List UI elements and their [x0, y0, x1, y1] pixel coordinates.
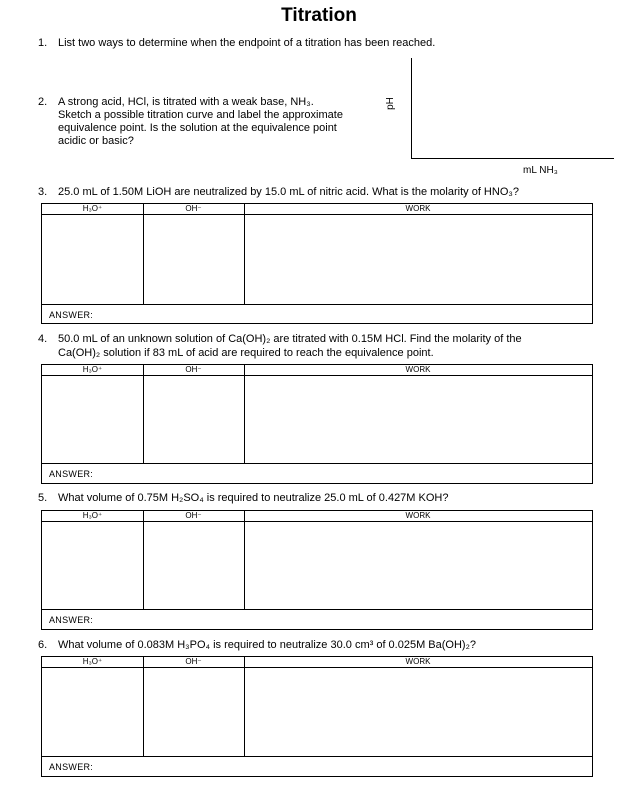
question-2 — [38, 96, 398, 152]
question-3 — [38, 186, 608, 199]
question-text-line: equivalence point. Is the solution at the equivalence point — [58, 122, 337, 134]
question-number: 1. — [38, 37, 48, 49]
header-work: WORK — [405, 511, 431, 520]
worksheet-table-4 — [41, 364, 593, 484]
header-work: WORK — [405, 657, 431, 666]
question-text: What volume of 0.083M H₃PO₄ is required to neutralize 30.0 cm³ of 0.025M Ba(OH)₂? — [58, 639, 476, 651]
column-divider — [244, 204, 245, 305]
header-oh: OH⁻ — [185, 365, 202, 374]
question-text: What volume of 0.75M H₂SO₄ is required to neutralize 25.0 mL of 0.427M KOH? — [58, 492, 449, 504]
question-number: 6. — [38, 639, 48, 651]
question-text: 25.0 mL of 1.50M LiOH are neutralized by 15.0 mL of nitric acid. What is the molarity of HNO₃? — [58, 186, 519, 198]
question-text-line: 50.0 mL of an unknown solution of Ca(OH)₂ are titrated with 0.15M HCl. Find the molarity of the — [58, 333, 522, 345]
question-text-line: Sketch a possible titration curve and label the approximate — [58, 109, 343, 121]
header-work: WORK — [405, 365, 431, 374]
worksheet-table-6 — [41, 656, 593, 777]
answer-label: ANSWER: — [49, 762, 94, 772]
question-text-line: A strong acid, HCl, is titrated with a weak base, NH₃. — [58, 96, 314, 108]
page-title: Titration — [281, 5, 357, 26]
question-text: List two ways to determine when the endpoint of a titration has been reached. — [58, 37, 436, 49]
header-h3o: H₃O⁺ — [82, 204, 103, 213]
question-1 — [38, 37, 598, 50]
column-divider — [244, 511, 245, 610]
answer-divider — [42, 304, 592, 305]
question-text-line: acidic or basic? — [58, 135, 134, 147]
header-h3o: H₃O⁺ — [82, 365, 103, 374]
header-oh: OH⁻ — [185, 657, 202, 666]
graph-x-label: mL NH₃ — [523, 165, 558, 176]
header-oh: OH⁻ — [185, 511, 202, 520]
column-divider — [143, 204, 144, 305]
question-text-line: Ca(OH)₂ solution if 83 mL of acid are required to reach the equivalence point. — [58, 347, 434, 359]
question-6 — [38, 639, 608, 652]
header-h3o: H₃O⁺ — [82, 511, 103, 520]
column-divider — [143, 511, 144, 610]
column-divider — [244, 365, 245, 464]
column-divider — [244, 657, 245, 757]
question-4 — [38, 333, 608, 359]
column-divider — [143, 365, 144, 464]
worksheet-table-5 — [41, 510, 593, 630]
question-number: 5. — [38, 492, 48, 504]
column-divider — [143, 657, 144, 757]
question-number: 3. — [38, 186, 48, 198]
answer-divider — [42, 756, 592, 757]
question-5 — [38, 492, 608, 505]
answer-divider — [42, 609, 592, 610]
graph-y-label: pH — [384, 97, 396, 110]
answer-label: ANSWER: — [49, 615, 94, 625]
header-oh: OH⁻ — [185, 204, 202, 213]
header-work: WORK — [405, 204, 431, 213]
answer-label: ANSWER: — [49, 310, 94, 320]
graph-x-axis — [411, 158, 614, 159]
worksheet-table-3 — [41, 203, 593, 324]
question-number: 2. — [38, 96, 48, 108]
header-h3o: H₃O⁺ — [82, 657, 103, 666]
question-number: 4. — [38, 333, 48, 345]
graph-y-axis — [411, 58, 412, 159]
answer-divider — [42, 463, 592, 464]
answer-label: ANSWER: — [49, 469, 94, 479]
